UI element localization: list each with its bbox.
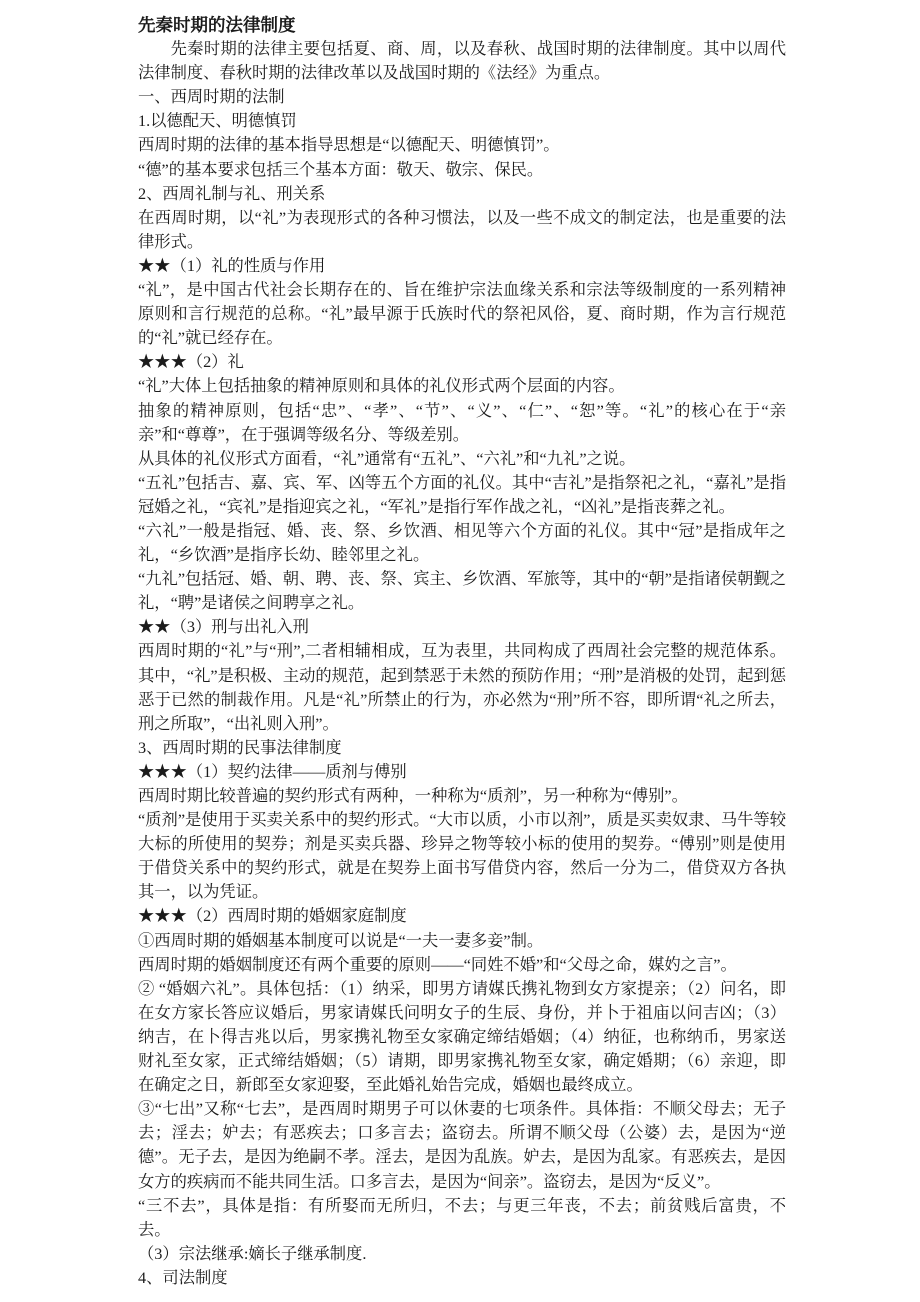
document-body xyxy=(138,13,786,1290)
doc-paragraph: 抽象的精神原则，包括“忠”、“孝”、“节”、“义”、“仁”、“恕”等。“礼”的核心在于“亲亲”和“尊尊”，在于强调等级名分、等级差别。 xyxy=(138,400,786,444)
subsection-heading: 3、西周时期的民事法律制度 xyxy=(138,737,342,757)
doc-paragraph: 从具体的礼仪形式方面看，“礼”通常有“五礼”、“六礼”和“九礼”之说。 xyxy=(138,448,636,468)
starred-heading: ★★★（2）西周时期的婚姻家庭制度 xyxy=(138,906,407,926)
doc-paragraph: ①西周时期的婚姻基本制度可以说是“一夫一妻多妾”制。 xyxy=(138,930,544,950)
doc-paragraph: “三不去”，具体是指：有所娶而无所归，不去；与更三年丧，不去；前贫贱后富贵，不去。 xyxy=(138,1195,786,1239)
doc-paragraph: ③“七出”又称“七去”，是西周时期男子可以休妻的七项条件。具体指：不顺父母去；无子去；淫去；妒去；有恶疾去；口多言去；盗窃去。所谓不顺父母（公婆）去，是因为“逆德”。无子去，是因为绝嗣不孝。淫去，是因为乱族。妒去，是因为乱家。有恶疾去，是因女方的疾病而不能共同生活。口多言去，是因为“间亲”。盗窃去，是因为“反义”。 xyxy=(138,1099,786,1191)
starred-heading: ★★（1）礼的性质与作用 xyxy=(138,255,326,275)
doc-paragraph: （3）宗法继承:嫡长子继承制度. xyxy=(138,1243,367,1263)
doc-paragraph: “质剂”是使用于买卖关系中的契约形式。“大市以质，小市以剂”，质是买卖奴隶、马牛等较大标的所使用的契券；剂是买卖兵器、珍异之物等较小标的使用的契券。“傅别”则是使用于借贷关系中的契约形式，就是在契券上面书写借贷内容，然后一分为二，借贷双方各执其一，以为凭证。 xyxy=(138,810,786,902)
doc-paragraph: 西周时期的“礼”与“刑”,二者相辅相成，互为表里，共同构成了西周社会完整的规范体系。其中，“礼”是积极、主动的规范，起到禁恶于未然的预防作用；“刑”是消极的处罚，起到惩恶于已然的制裁作用。凡是“礼”所禁止的行为，亦必然为“刑”所不容，即所谓“礼之所去，刑之所取”，“出礼则入刑”。 xyxy=(138,641,786,733)
starred-heading: ★★★（1）契约法律——质剂与傅别 xyxy=(138,761,407,781)
doc-paragraph: 西周时期的婚姻制度还有两个重要的原则——“同姓不婚”和“父母之命，媒妁之言”。 xyxy=(138,954,737,974)
doc-paragraph: “五礼”包括吉、嘉、宾、军、凶等五个方面的礼仪。其中“吉礼”是指祭祀之礼，“嘉礼”是指冠婚之礼，“宾礼”是指迎宾之礼，“军礼”是指行军作战之礼，“凶礼”是指丧葬之礼。 xyxy=(138,472,786,516)
doc-title: 先秦时期的法律制度 xyxy=(138,15,296,35)
doc-paragraph: 先秦时期的法律主要包括夏、商、周，以及春秋、战国时期的法律制度。其中以周代法律制度、春秋时期的法律改革以及战国时期的《法经》为重点。 xyxy=(138,39,786,83)
doc-paragraph: “九礼”包括冠、婚、朝、聘、丧、祭、宾主、乡饮酒、军旅等，其中的“朝”是指诸侯朝觐之礼，“聘”是诸侯之间聘享之礼。 xyxy=(138,569,786,613)
starred-heading: ★★（3）刑与出礼入刑 xyxy=(138,617,309,637)
doc-paragraph: 在西周时期，以“礼”为表现形式的各种习惯法，以及一些不成文的制定法，也是重要的法律形式。 xyxy=(138,207,786,251)
subsection-heading: 2、西周礼制与礼、刑关系 xyxy=(138,183,326,203)
doc-paragraph: “礼”，是中国古代社会长期存在的、旨在维护宗法血缘关系和宗法等级制度的一系列精神原则和言行规范的总称。“礼”最早源于氏族时代的祭祀风俗，夏、商时期，作为言行规范的“礼”就已经存在。 xyxy=(138,280,786,348)
section-heading: 一、西周时期的法制 xyxy=(138,87,285,107)
doc-paragraph: “德”的基本要求包括三个基本方面：敬天、敬宗、保民。 xyxy=(138,159,544,179)
doc-paragraph: 西周时期的法律的基本指导思想是“以德配天、明德慎罚”。 xyxy=(138,135,560,155)
subsection-heading: 1.以德配天、明德慎罚 xyxy=(138,111,297,131)
doc-paragraph: ② “婚姻六礼”。具体包括：（1）纳采，即男方请媒氏携礼物到女方家提亲；（2）问名，即在女方家长答应议婚后，男家请媒氏问明女子的生辰、身份，并卜于祖庙以问吉凶；（3）纳吉，在卜得吉兆以后，男家携礼物至女家确定缔结婚姻；（4）纳征，也称纳币，男家送财礼至女家，正式缔结婚姻；（5）请期，即男家携礼物至女家，确定婚期；（6）亲迎，即在确定之日，新郎至女家迎娶，至此婚礼始告完成，婚姻也最终成立。 xyxy=(138,978,786,1095)
subsection-heading: 4、司法制度 xyxy=(138,1267,228,1287)
doc-paragraph: 西周时期比较普遍的契约形式有两种，一种称为“质剂”，另一种称为“傅别”。 xyxy=(138,786,688,805)
doc-paragraph: “六礼”一般是指冠、婚、丧、祭、乡饮酒、相见等六个方面的礼仪。其中“冠”是指成年之礼，“乡饮酒”是指序长幼、睦邻里之礼。 xyxy=(138,520,786,565)
starred-heading: ★★★（2）礼 xyxy=(138,352,244,372)
doc-paragraph: “礼”大体上包括抽象的精神原则和具体的礼仪形式两个层面的内容。 xyxy=(138,376,625,396)
